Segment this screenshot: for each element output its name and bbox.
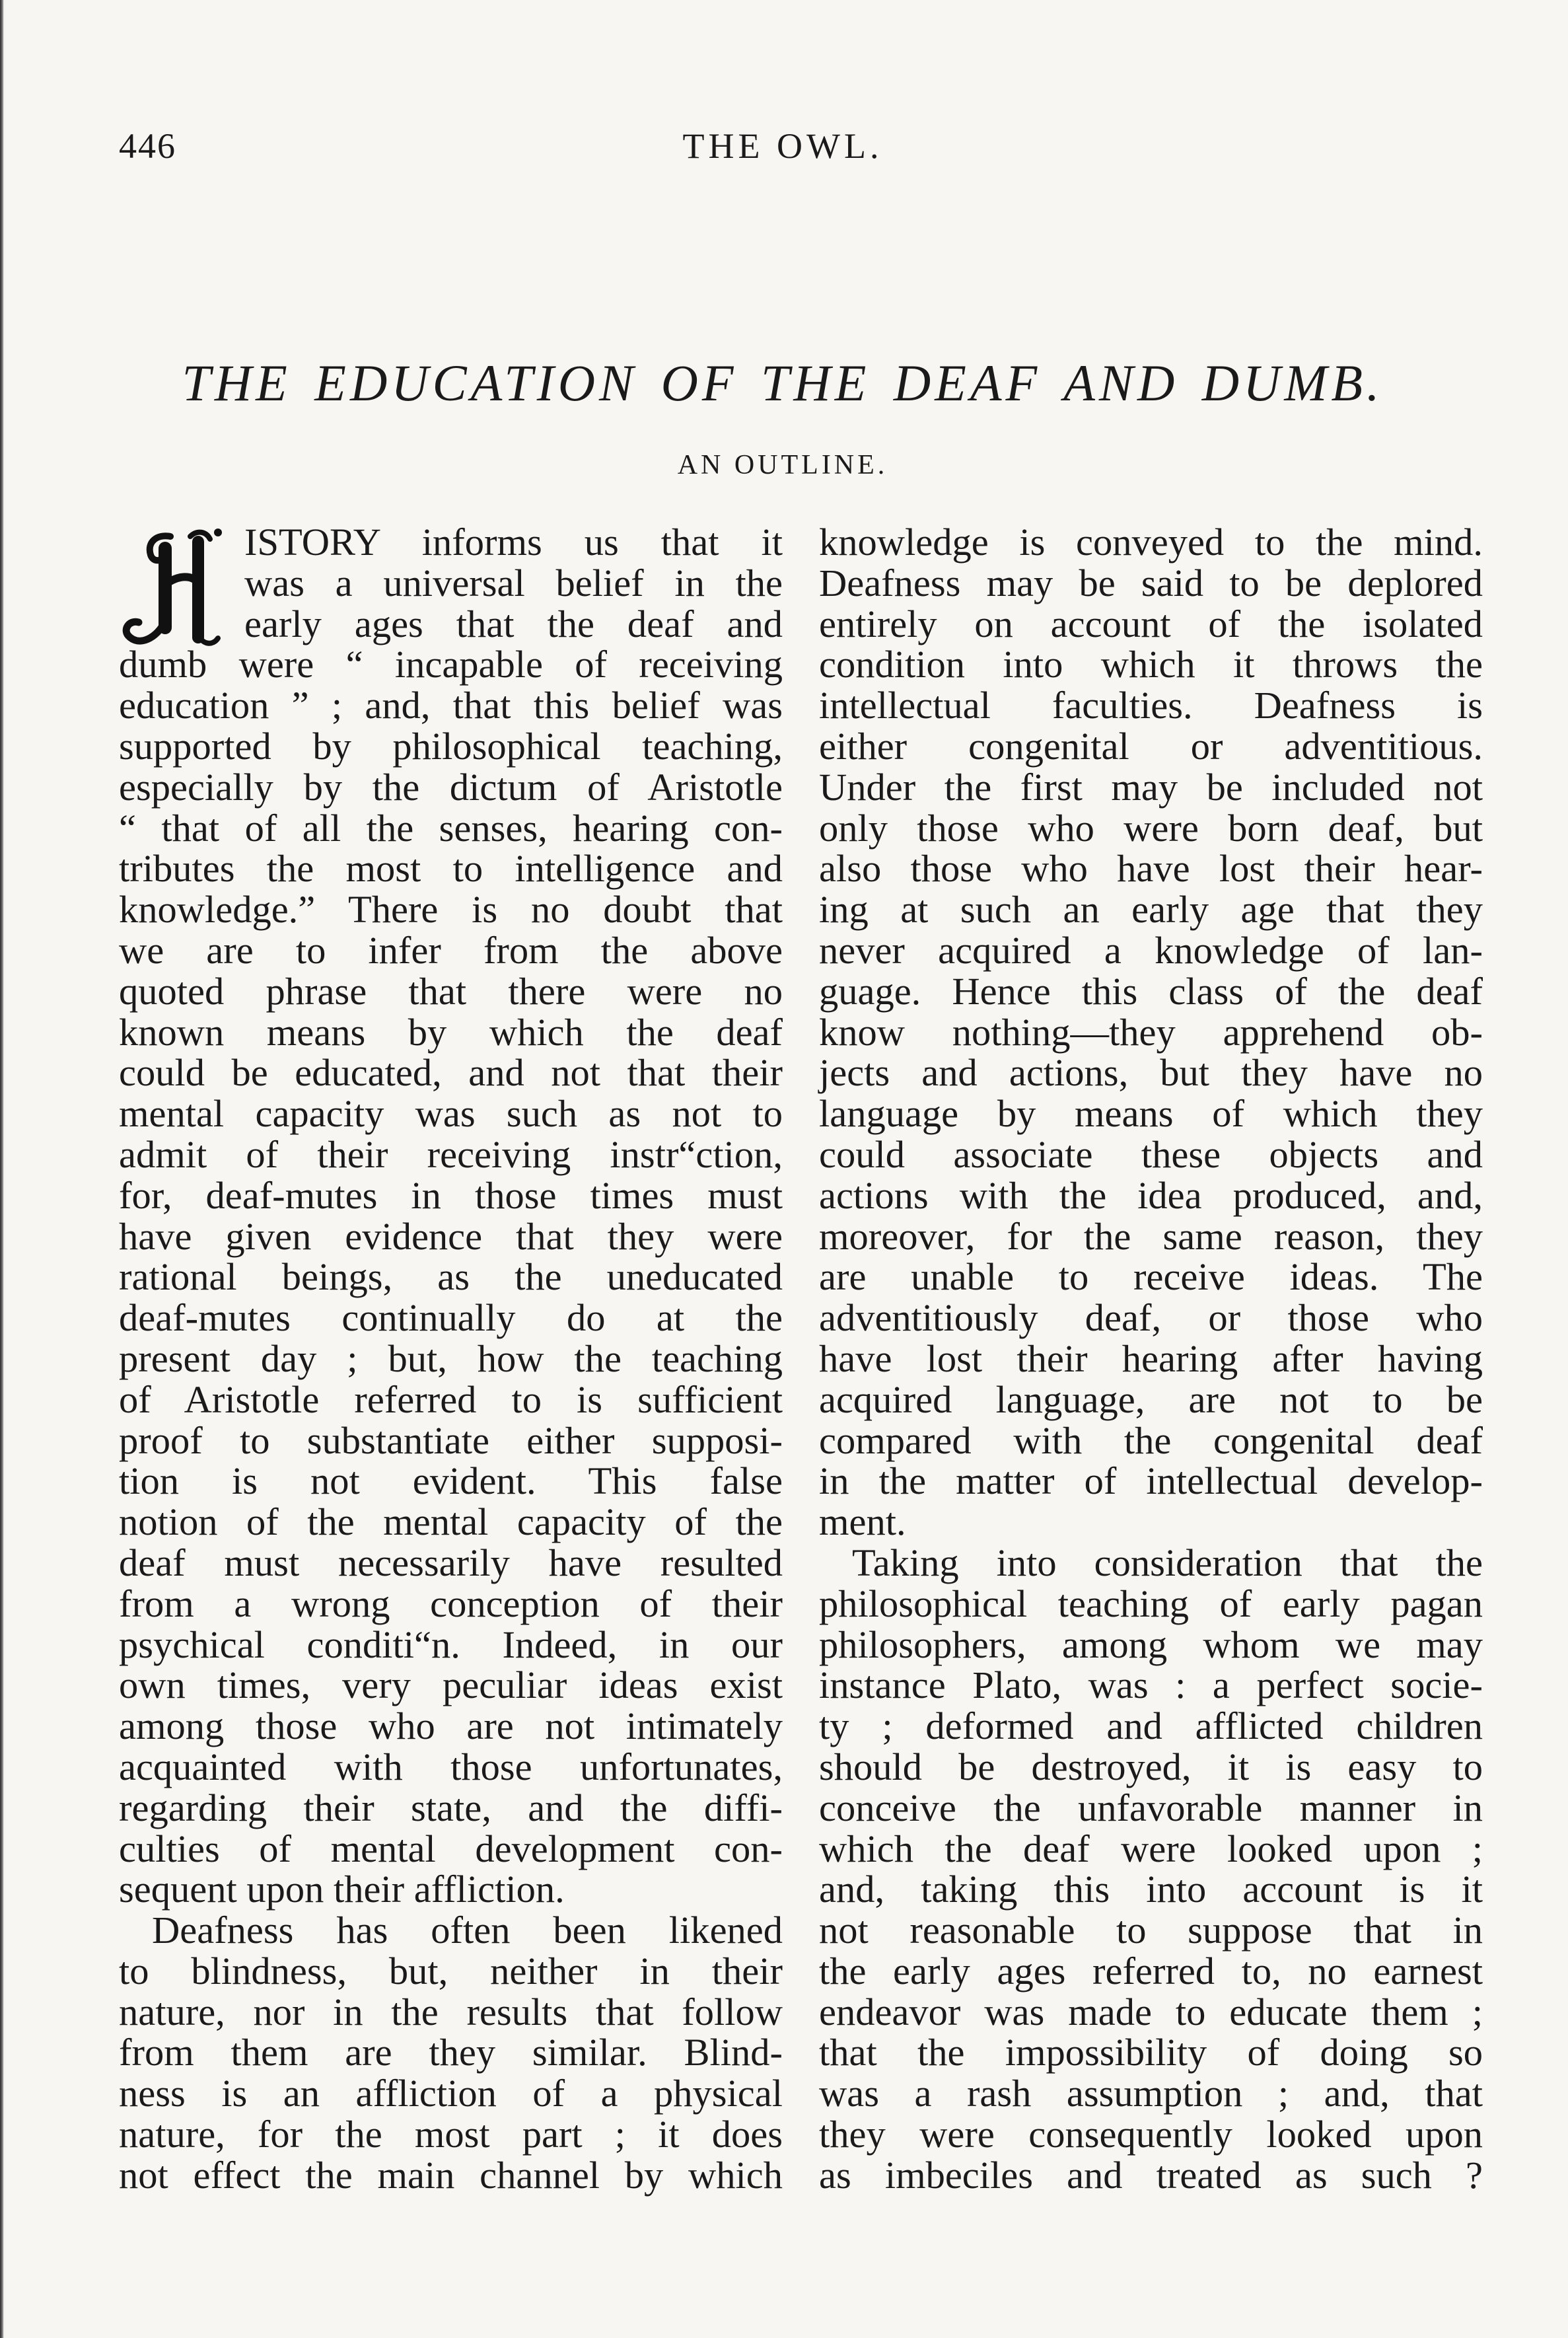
text-line: guage. Hence this class of the deaf: [819, 969, 1483, 1013]
text-line: conceive the unfavorable manner in: [819, 1786, 1483, 1829]
page-number: 446: [119, 126, 176, 166]
text-line: among those who are not intimately: [119, 1704, 783, 1748]
text-line: acquired language, are not to be: [819, 1377, 1483, 1421]
text-line: ty ; deformed and afflicted children: [819, 1704, 1483, 1748]
text-line: endeavor was made to educate them ;: [819, 1990, 1483, 2033]
article-title: THE EDUCATION OF THE DEAF AND DUMB.: [182, 354, 1384, 412]
text-line: not effect the main channel by which: [119, 2153, 783, 2197]
text-line: have given evidence that they were: [119, 1214, 783, 1258]
text-line: nature, nor in the results that follow: [119, 1990, 783, 2033]
text-line: entirely on account of the isolated: [819, 602, 1483, 645]
text-line: education ” ; and, that this belief was: [119, 684, 783, 727]
text-line: ment.: [819, 1500, 906, 1544]
text-line: language by means of which they: [819, 1092, 1483, 1136]
text-line: actions with the idea produced, and,: [819, 1173, 1483, 1217]
text-line: deaf must necessarily have resulted: [119, 1541, 783, 1584]
drop-cap-h: [119, 522, 244, 654]
text-line: notion of the mental capacity of the: [119, 1500, 783, 1544]
text-line: compared with the congenital deaf: [819, 1418, 1483, 1462]
text-line: Deafness has often been likened: [152, 1909, 783, 1952]
text-line: philosophical teaching of early pagan: [819, 1582, 1483, 1625]
text-line: ness is an affliction of a physical: [119, 2072, 783, 2115]
text-line: Taking into consideration that the: [852, 1541, 1483, 1584]
text-line: could be educated, and not that their: [119, 1051, 783, 1095]
text-line: regarding their state, and the diffi-: [119, 1786, 783, 1829]
text-line: ISTORY informs us that it: [244, 521, 783, 564]
text-line: adventitiously deaf, or those who: [819, 1296, 1483, 1340]
text-line: instance Plato, was : a perfect socie-: [819, 1663, 1483, 1707]
text-line: culties of mental development con-: [119, 1827, 783, 1870]
text-line: “ that of all the senses, hearing con-: [119, 806, 783, 850]
text-line: of Aristotle referred to is sufficient: [119, 1377, 783, 1421]
text-line: rational beings, as the uneducated: [119, 1255, 783, 1299]
text-line: from a wrong conception of their: [119, 1582, 783, 1625]
text-line: Under the first may be included not: [819, 765, 1483, 809]
text-line: could associate these objects and: [819, 1132, 1483, 1176]
text-line: early ages that the deaf and: [244, 602, 783, 645]
text-line: ing at such an early age that they: [819, 888, 1483, 932]
text-line: proof to substantiate either supposi-: [119, 1418, 783, 1462]
text-line: that the impossibility of doing so: [819, 2031, 1483, 2074]
text-line: jects and actions, but they have no: [819, 1051, 1483, 1095]
right-column: [819, 522, 1483, 2196]
text-line: should be destroyed, it is easy to: [819, 1745, 1483, 1788]
text-line: from them are they similar. Blind-: [119, 2031, 783, 2074]
text-line: known means by which the deaf: [119, 1010, 783, 1054]
text-line: supported by philosophical teaching,: [119, 724, 783, 768]
text-line: quoted phrase that there were no: [119, 969, 783, 1013]
text-line: nature, for the most part ; it does: [119, 2113, 783, 2156]
text-line: know nothing—they apprehend ob-: [819, 1010, 1483, 1054]
text-line: sequent upon their affliction.: [119, 1868, 565, 1911]
text-line: for, deaf-mutes in those times must: [119, 1173, 783, 1217]
text-line: knowledge is conveyed to the mind.: [819, 521, 1483, 564]
text-line: which the deaf were looked upon ;: [819, 1827, 1483, 1870]
text-line: Deafness may be said to be deplored: [819, 561, 1483, 604]
article-subtitle: AN OUTLINE.: [677, 450, 888, 480]
text-line: also those who have lost their hear-: [819, 847, 1483, 891]
text-line: are unable to receive ideas. The: [819, 1255, 1483, 1299]
text-line: to blindness, but, neither in their: [119, 1949, 783, 1992]
text-line: own times, very peculiar ideas exist: [119, 1663, 783, 1707]
text-line: only those who were born deaf, but: [819, 806, 1483, 850]
text-line: moreover, for the same reason, they: [819, 1214, 1483, 1258]
text-line: deaf-mutes continually do at the: [119, 1296, 783, 1340]
text-line: either congenital or adventitious.: [819, 724, 1483, 768]
text-line: acquainted with those unfortunates,: [119, 1745, 783, 1788]
text-line: knowledge.” There is no doubt that: [119, 888, 783, 932]
text-line: they were consequently looked upon: [819, 2113, 1483, 2156]
text-line: philosophers, among whom we may: [819, 1623, 1483, 1666]
page-edge: [0, 0, 4, 2338]
text-line: and, taking this into account is it: [819, 1868, 1483, 1911]
text-line: present day ; but, how the teaching: [119, 1336, 783, 1380]
text-line: never acquired a knowledge of lan-: [819, 928, 1483, 972]
left-column: [119, 522, 783, 2196]
blackletter-h-icon: [119, 522, 244, 654]
text-line: intellectual faculties. Deafness is: [819, 684, 1483, 727]
text-line: mental capacity was such as not to: [119, 1092, 783, 1136]
text-line: dumb were “ incapable of receiving: [119, 643, 783, 686]
text-line: we are to infer from the above: [119, 928, 783, 972]
text-line: was a universal belief in the: [244, 561, 783, 604]
text-line: especially by the dictum of Aristotle: [119, 765, 783, 809]
text-line: condition into which it throws the: [819, 643, 1483, 686]
text-line: tion is not evident. This false: [119, 1459, 783, 1503]
text-line: not reasonable to suppose that in: [819, 1909, 1483, 1952]
text-line: psychical conditi“n. Indeed, in our: [119, 1623, 783, 1666]
text-line: admit of their receiving instr“ction,: [119, 1132, 783, 1176]
text-line: in the matter of intellectual develop-: [819, 1459, 1483, 1503]
text-line: the early ages referred to, no earnest: [819, 1949, 1483, 1992]
text-line: was a rash assumption ; and, that: [819, 2072, 1483, 2115]
page-header: [119, 126, 1446, 178]
text-line: tributes the most to intelligence and: [119, 847, 783, 891]
running-title: THE OWL.: [682, 126, 883, 166]
text-line: have lost their hearing after having: [819, 1336, 1483, 1380]
text-line: as imbeciles and treated as such ?: [819, 2153, 1483, 2197]
